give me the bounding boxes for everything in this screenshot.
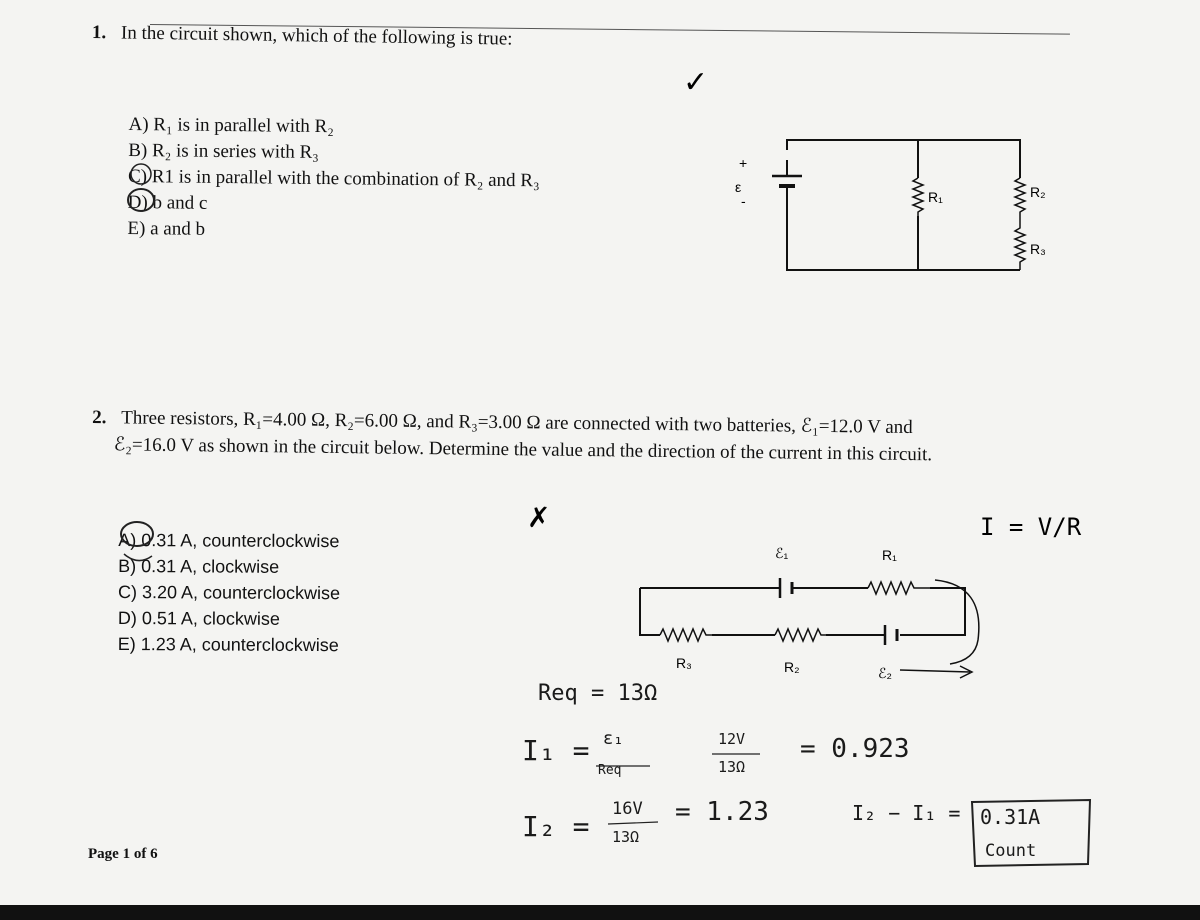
c1-plus-label: + [739,155,748,171]
i2-frac-bar [608,822,658,824]
i1-result: = 0.923 [800,734,910,764]
q2-option-e[interactable]: E) 1.23 A, counterclockwise [117,633,339,656]
q1-option-e[interactable]: E) a and b [127,217,206,240]
c1-r1-bottom-wire [918,216,1020,270]
q2-option-d[interactable]: D) 0.51 A, clockwise [117,607,280,629]
q1-option-d[interactable]: D) b and c [127,191,208,214]
answer-direction: Count [985,841,1037,861]
i2-den: 13Ω [612,828,640,846]
cross-mark: ✗ [527,501,551,534]
c1-r3-label: R₃ [1030,241,1046,257]
c1-resistor-r2 [1015,178,1025,216]
current-arrow-curve [935,580,979,664]
c2-e1-label: ℰ₁ [775,545,789,561]
handwritten-work [522,681,1040,861]
c2-resistor-r1 [868,582,930,594]
i2-num: 16V [612,799,643,819]
circle-mark-a [121,522,153,546]
i1-den: 13Ω [718,758,746,776]
circle-mark-c [131,164,151,184]
q1-option-c[interactable]: C) R1 is in parallel with the combination of R₂ and R₃ [127,166,540,192]
c2-resistor-r2 [775,629,826,641]
scan-bottom-edge [0,905,1200,920]
ohms-law-note: I = V/R [980,513,1082,541]
req-note: Req = 13Ω [538,681,658,706]
circle-mark-d [128,189,154,211]
answer-value: 0.31A [980,805,1041,829]
q2-option-c[interactable]: C) 3.20 A, counterclockwise [117,582,341,604]
check-mark: ✓ [683,65,709,100]
c2-resistor-r3 [660,629,712,641]
c2-r3-label: R₃ [676,655,692,671]
question-2-line-2: ℰ₂=16.0 V as shown in the circuit below. Determine the value and the direction of the current in this circuit. [113,434,933,466]
c1-bottom-wire [787,196,918,270]
q1-option-b[interactable]: B) R₂ is in series with R₃ [128,140,319,163]
c1-minus-label: - [741,193,746,209]
question-1-text: In the circuit shown, which of the following is true: [120,22,513,50]
c1-resistor-r3 [1015,216,1025,270]
current-arrow-line [900,670,970,672]
c2-r1-label: R₁ [882,547,897,563]
i1-lhs: I₁ = [522,734,590,767]
question-2-number: 2. [92,407,107,429]
q1-option-a[interactable]: A) R₁ is in parallel with R₂ [128,114,334,138]
question-2-line-1: Three resistors, R₁=4.00 Ω, R₂=6.00 Ω, and R₃=3.00 Ω are connected with two batteries, ℰ₁=12.0 V and [121,407,913,439]
c1-resistor-r1 [913,178,923,216]
i1-num: 12V [718,730,746,748]
c2-left-wire [640,588,660,635]
circle-mark-b [124,554,152,561]
page-footer: Page 1 of 6 [88,846,158,862]
c2-right-wire [900,588,965,635]
question-1-number: 1. [91,22,107,44]
q2-option-a[interactable]: A) 0.31 A, counterclockwise [118,530,340,552]
c1-r2-label: R₂ [1030,184,1046,200]
i2-lhs: I₂ = [522,810,590,843]
q2-option-b[interactable]: B) 0.31 A, clockwise [118,556,280,577]
i1-frac-den: Req [598,763,622,778]
i2-result: = 1.23 [675,797,769,827]
c2-e2-label: ℰ₂ [878,665,892,681]
c1-top-wire [787,140,1020,178]
i1-frac-num: ε₁ [603,729,624,749]
difference-note: I₂ − I₁ = [852,801,961,825]
c2-r2-label: R₂ [784,659,800,675]
c1-emf-label: ε [735,179,742,195]
circuit-1 [772,140,1025,270]
c1-r1-label: R₁ [928,189,943,205]
